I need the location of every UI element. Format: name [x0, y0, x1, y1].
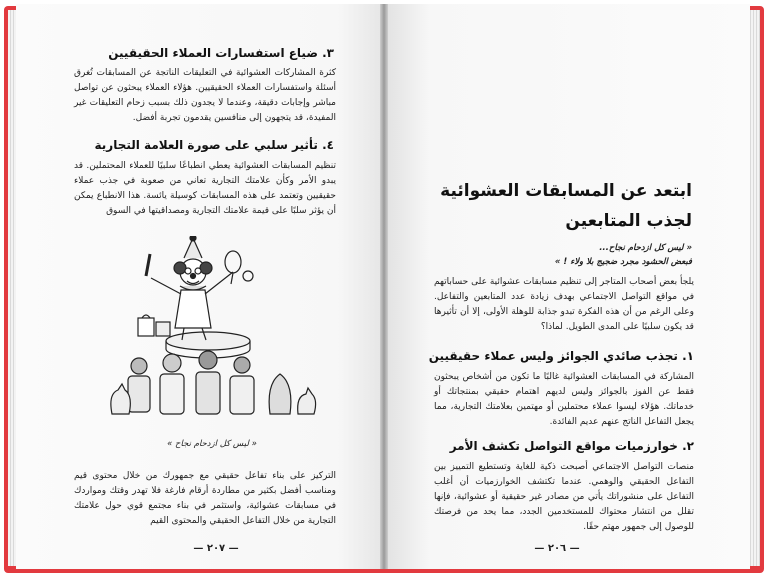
page-number-left: — ٢٠٧ — — [193, 543, 239, 554]
book-spine-gutter — [380, 4, 388, 569]
section-paragraph-3: كثرة المشاركات العشوائية في التعليقات الناتجة عن المسابقات تُغرق أسئلة واستفسارات العملاء الحقيقيين. هؤلاء العملاء يبحثون عن تواصل مباشر وإجابات دقيقة، وعندما لا يجدون ذلك بسبب زحام التعليقات غير المفيدة، قد يتجهون إلى منافسين يقدمون تجربة أفضل. — [74, 68, 336, 123]
illustration-caption: « ليس كل ازدحام نجاح » — [167, 439, 257, 449]
clown-crowd-illustration — [98, 236, 326, 428]
section-paragraph-1: المشاركة في المسابقات العشوائية غالبًا ما تكون من أشخاص يبحثون فقط عن الفوز بالجوائز وليس لديهم اهتمام حقيقي بمنتجاتك أو خدماتك. هؤلاء ليسوا عملاء محتملين أو مهتمين بعلامتك التجارية، مما يجعل التفاعل الناتج عنهم عديم الفائدة. — [434, 372, 694, 427]
intro-paragraph: يلجأ بعض أصحاب المتاجر إلى تنظيم مسابقات عشوائية على حساباتهم في مواقع التواصل الاجتماعي بهدف زيادة عدد المتابعين والتفاعل. وعلى الرغم من أن هذه الفكرة تبدو جذابة للوهلة الأولى، إلا أن تأثيرها قد يكون سلبيًا على المدى الطويل. لماذا؟ — [434, 277, 694, 332]
section-heading-2: ٢. خوارزميات مواقع التواصل تكشف الأمر — [449, 439, 694, 453]
section-heading-3: ٣. ضياع استفسارات العملاء الحقيقيين — [108, 46, 334, 60]
section-heading-4: ٤. تأثير سلبي على صورة العلامة التجارية — [94, 138, 334, 152]
chapter-title: ابتعد عن المسابقات العشوائية لجذب المتابعين — [440, 181, 692, 231]
quote-line-2: فبعض الحشود مجرد ضجيج بلا ولاء ! » — [554, 257, 692, 267]
epigraph-quote — [392, 241, 692, 269]
section-heading-1: ١. تجذب صائدي الجوائز وليس عملاء حقيقيين — [428, 349, 694, 363]
right-page — [386, 4, 750, 569]
left-page — [16, 4, 382, 569]
closing-paragraph: التركيز على بناء تفاعل حقيقي مع جمهورك من خلال محتوى قيم ومناسب أفضل بكثير من مطاردة أرقام فارغة فلا تهدر وقتك ومواردك في مسابقات عشوائية، واستثمر في بناء مجتمع قوي حول علامتك التجارية من خلال التفاعل الحقيقي والمحتوى القيم — [74, 471, 336, 526]
section-paragraph-4: تنظيم المسابقات العشوائية يعطي انطباعًا سلبيًا للعملاء المحتملين. قد يبدو الأمر وكأن علامتك التجارية تعاني من صعوبة في جذب عملاء حقيقيين وتعتمد على هذه المسابقات كوسيلة يائسة. هذا الانطباع يمكن أن يؤثر سلبًا على قيمة علامتك التجارية ومصداقيتها في السوق — [74, 161, 336, 216]
section-paragraph-2: منصات التواصل الاجتماعي أصبحت ذكية للغاية وتستطيع التمييز بين التفاعل الحقيقي والوهمي. عندما تكتشف الخوارزميات أن أغلب التفاعل على منشوراتك يأتي من مصادر غير حقيقية أو عشوائية، فإنها تقلل من انتشار محتواك للمستخدمين الجدد، مما يحد من فرصتك للوصول إلى جمهور مهتم حقًا. — [434, 462, 694, 532]
page-number-right: — ٢٠٦ — — [534, 543, 580, 554]
quote-line-1: « ليس كل ازدحام نجاح... — [599, 243, 692, 253]
